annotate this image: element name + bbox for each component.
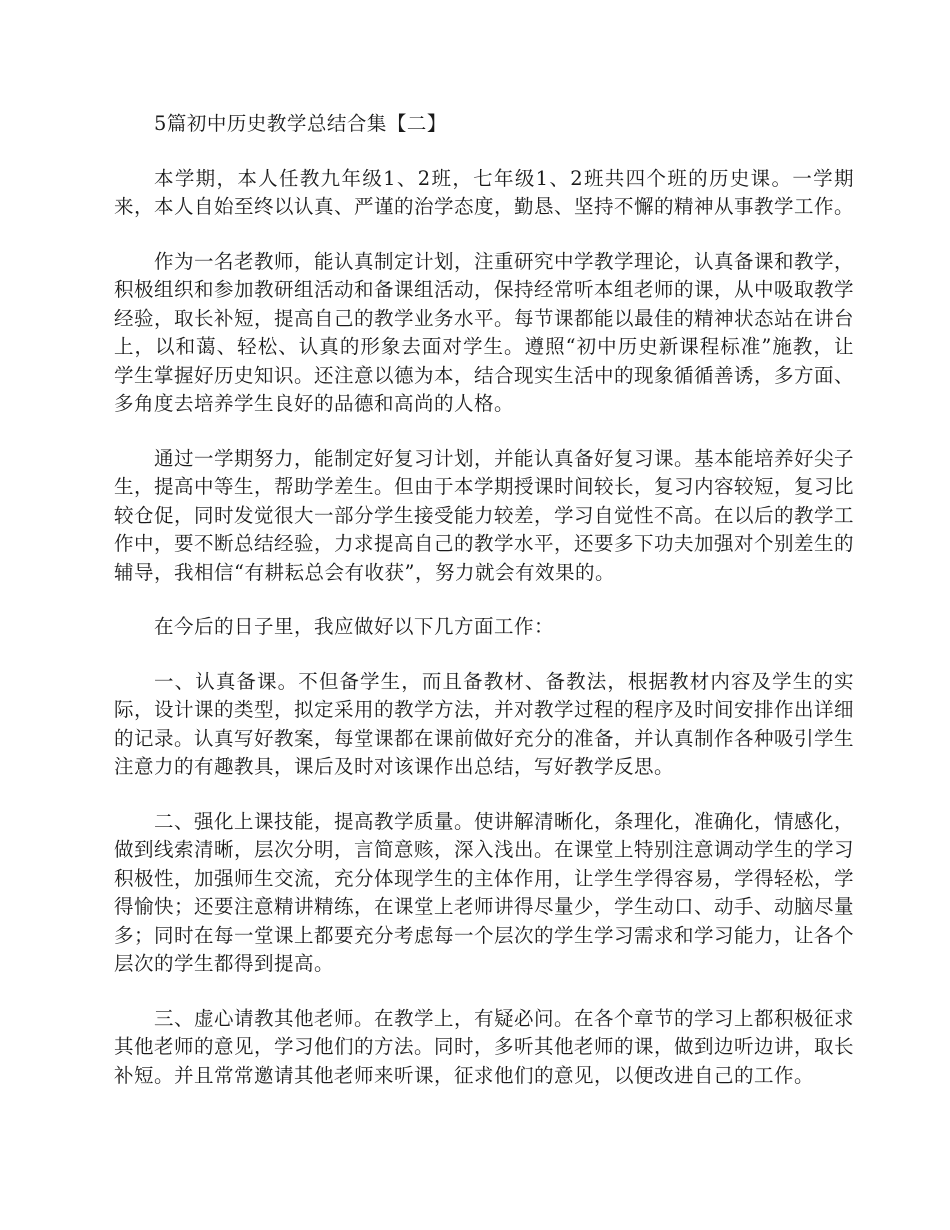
paragraph-point-one: 一、认真备课。不但备学生，而且备教材、备教法，根据教材内容及学生的实际，设计课的类型，拟定采用的教学方法，并对教学过程的程序及时间安排作出详细的记录。认真写好教案，每堂课都在课前做好充分的准备，并认真制作各种吸引学生注意力的有趣教具，课后及时对该课作出总结，写好教学反思。 <box>114 669 855 778</box>
paragraph-review-plan: 通过一学期努力，能制定好复习计划，并能认真备好复习课。基本能培养好尖子生，提高中等生，帮助学差生。但由于本学期授课时间较长，复习内容较短，复习比较仓促，同时发觉很大一部分学生接受能力较差，学习自觉性不高。在以后的教学工作中，要不断总结经验，力求提高自己的教学水平，还要多下功夫加强对个别差生的辅导，我相信“有耕耘总会有收获”，努力就会有效果的。 <box>114 446 855 584</box>
paragraph-point-two: 二、强化上课技能，提高教学质量。使讲解清晰化，条理化，准确化，情感化，做到线索清晰，层次分明，言简意赅，深入浅出。在课堂上特别注意调动学生的学习积极性，加强师生交流，充分体现学生的主体作用，让学生学得容易，学得轻松，学得愉快；还要注意精讲精练，在课堂上老师讲得尽量少，学生动口、动手、动脑尽量多；同时在每一堂课上都要充分考虑每一个层次的学生学习需求和学习能力，让各个层次的学生都得到提高。 <box>114 809 855 975</box>
paragraph-point-three: 三、虚心请教其他老师。在教学上，有疑必问。在各个章节的学习上都积极征求其他老师的意见，学习他们的方法。同时，多听其他老师的课，做到边听边讲，取长补短。并且常常邀请其他老师来听课，征求他们的意见，以便改进自己的工作。 <box>114 1006 855 1087</box>
paragraph-future-work-intro: 在今后的日子里，我应做好以下几方面工作： <box>154 615 555 638</box>
paragraph-teaching-attitude: 作为一名老教师，能认真制定计划，注重研究中学教学理论，认真备课和教学，积极组织和参加教研组活动和备课组活动，保持经常听本组老师的课，从中吸取教学经验，取长补短，提高自己的教学业务水平。每节课都能以最佳的精神状态站在讲台上，以和蔼、轻松、认真的形象去面对学生。遵照“初中历史新课程标准”施教，让学生掌握好历史知识。还注意以德为本，结合现实生活中的现象循循善诱，多方面、多角度去培养学生良好的品德和高尚的人格。 <box>114 249 855 415</box>
paragraph-intro: 本学期，本人任教九年级1、2班，七年级1、2班共四个班的历史课。一学期来，本人自始至终以认真、严谨的治学态度，勤恳、坚持不懈的精神从事教学工作。 <box>114 166 855 218</box>
document-title: 5篇初中历史教学总结合集【二】 <box>154 112 447 135</box>
document-page <box>114 110 854 1116</box>
